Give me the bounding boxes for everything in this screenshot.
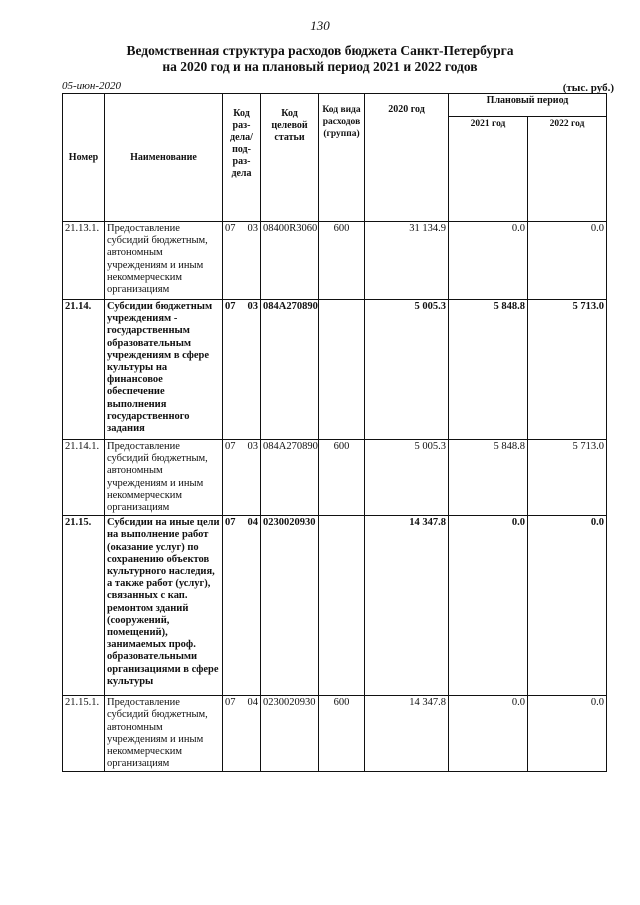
row-name: Субсидии бюджетным учреждениям - государственным образовательным учреждениям в сфере культуры на финансовое обеспечение выполнения государственного задания [105,300,223,440]
row-target-code: 084A270890 [261,440,319,516]
row-number: 21.13.1. [63,222,105,300]
row-expense-type: 600 [319,440,365,516]
header-expense-type-code: Код вида расходов (группа) [319,94,365,222]
row-target-code: 0230020930 [261,516,319,696]
table-row [63,300,607,440]
row-2022: 0.0 [528,222,607,300]
row-target-code: 084A270890 [261,300,319,440]
header-name: Наименование [105,94,223,222]
row-2021: 5 848.8 [449,440,528,516]
row-expense-type [319,300,365,440]
row-2022: 5 713.0 [528,300,607,440]
header-target-code: Код целевой статьи [261,94,319,222]
title-line-2: на 2020 год и на плановый период 2021 и 2022 годов [162,59,478,74]
row-2021: 0.0 [449,222,528,300]
header-2020: 2020 год [365,94,449,222]
row-section-code: 07 03 [223,222,261,300]
row-2020: 14 347.8 [365,516,449,696]
row-2020: 14 347.8 [365,696,449,772]
row-section-code: 07 04 [223,696,261,772]
row-2020: 5 005.3 [365,440,449,516]
row-target-code: 08400R3060 [261,222,319,300]
header-section-code: Код раз-дела/ под-раз-дела [223,94,261,222]
row-2020: 5 005.3 [365,300,449,440]
title-line-1: Ведомственная структура расходов бюджета Санкт-Петербурга [126,43,514,58]
header-plan-period: Плановый период [449,94,607,117]
row-section-code: 07 03 [223,440,261,516]
row-section-code: 07 03 [223,300,261,440]
row-2020: 31 134.9 [365,222,449,300]
row-2021: 0.0 [449,516,528,696]
table-row [63,222,607,300]
budget-table [62,93,607,772]
page-number: 130 [310,18,330,33]
header-number: Номер [63,94,105,222]
row-target-code: 0230020930 [261,696,319,772]
row-expense-type [319,516,365,696]
row-name: Предоставление субсидий бюджетным, автономным учреждениям и иным некоммерческим организациям [105,222,223,300]
row-2021: 0.0 [449,696,528,772]
table-row [63,440,607,516]
row-expense-type: 600 [319,222,365,300]
row-2022: 0.0 [528,696,607,772]
row-section-code: 07 04 [223,516,261,696]
row-2021: 5 848.8 [449,300,528,440]
row-number: 21.15. [63,516,105,696]
document-date: 05-июн-2020 [62,80,122,92]
header-2022: 2022 год [528,117,607,222]
row-2022: 0.0 [528,516,607,696]
header-2021: 2021 год [449,117,528,222]
row-number: 21.15.1. [63,696,105,772]
row-number: 21.14. [63,300,105,440]
row-expense-type: 600 [319,696,365,772]
row-2022: 5 713.0 [528,440,607,516]
table-row [63,516,607,696]
document-title [0,43,640,75]
row-name: Субсидии на иные цели на выполнение работ (оказание услуг) по сохранению объектов культурного наследия, а также работ (услуг), связанных с кап. ремонтом зданий (сооружений, помещений), занимаемых проф. образовательными организациями в сфере культуры [105,516,223,696]
row-number: 21.14.1. [63,440,105,516]
table-row [63,696,607,772]
row-name: Предоставление субсидий бюджетным, автономным учреждениям и иным некоммерческим организациям [105,440,223,516]
row-name: Предоставление субсидий бюджетным, автономным учреждениям и иным некоммерческим организациям [105,696,223,772]
units-label: (тыс. руб.) [562,82,614,94]
